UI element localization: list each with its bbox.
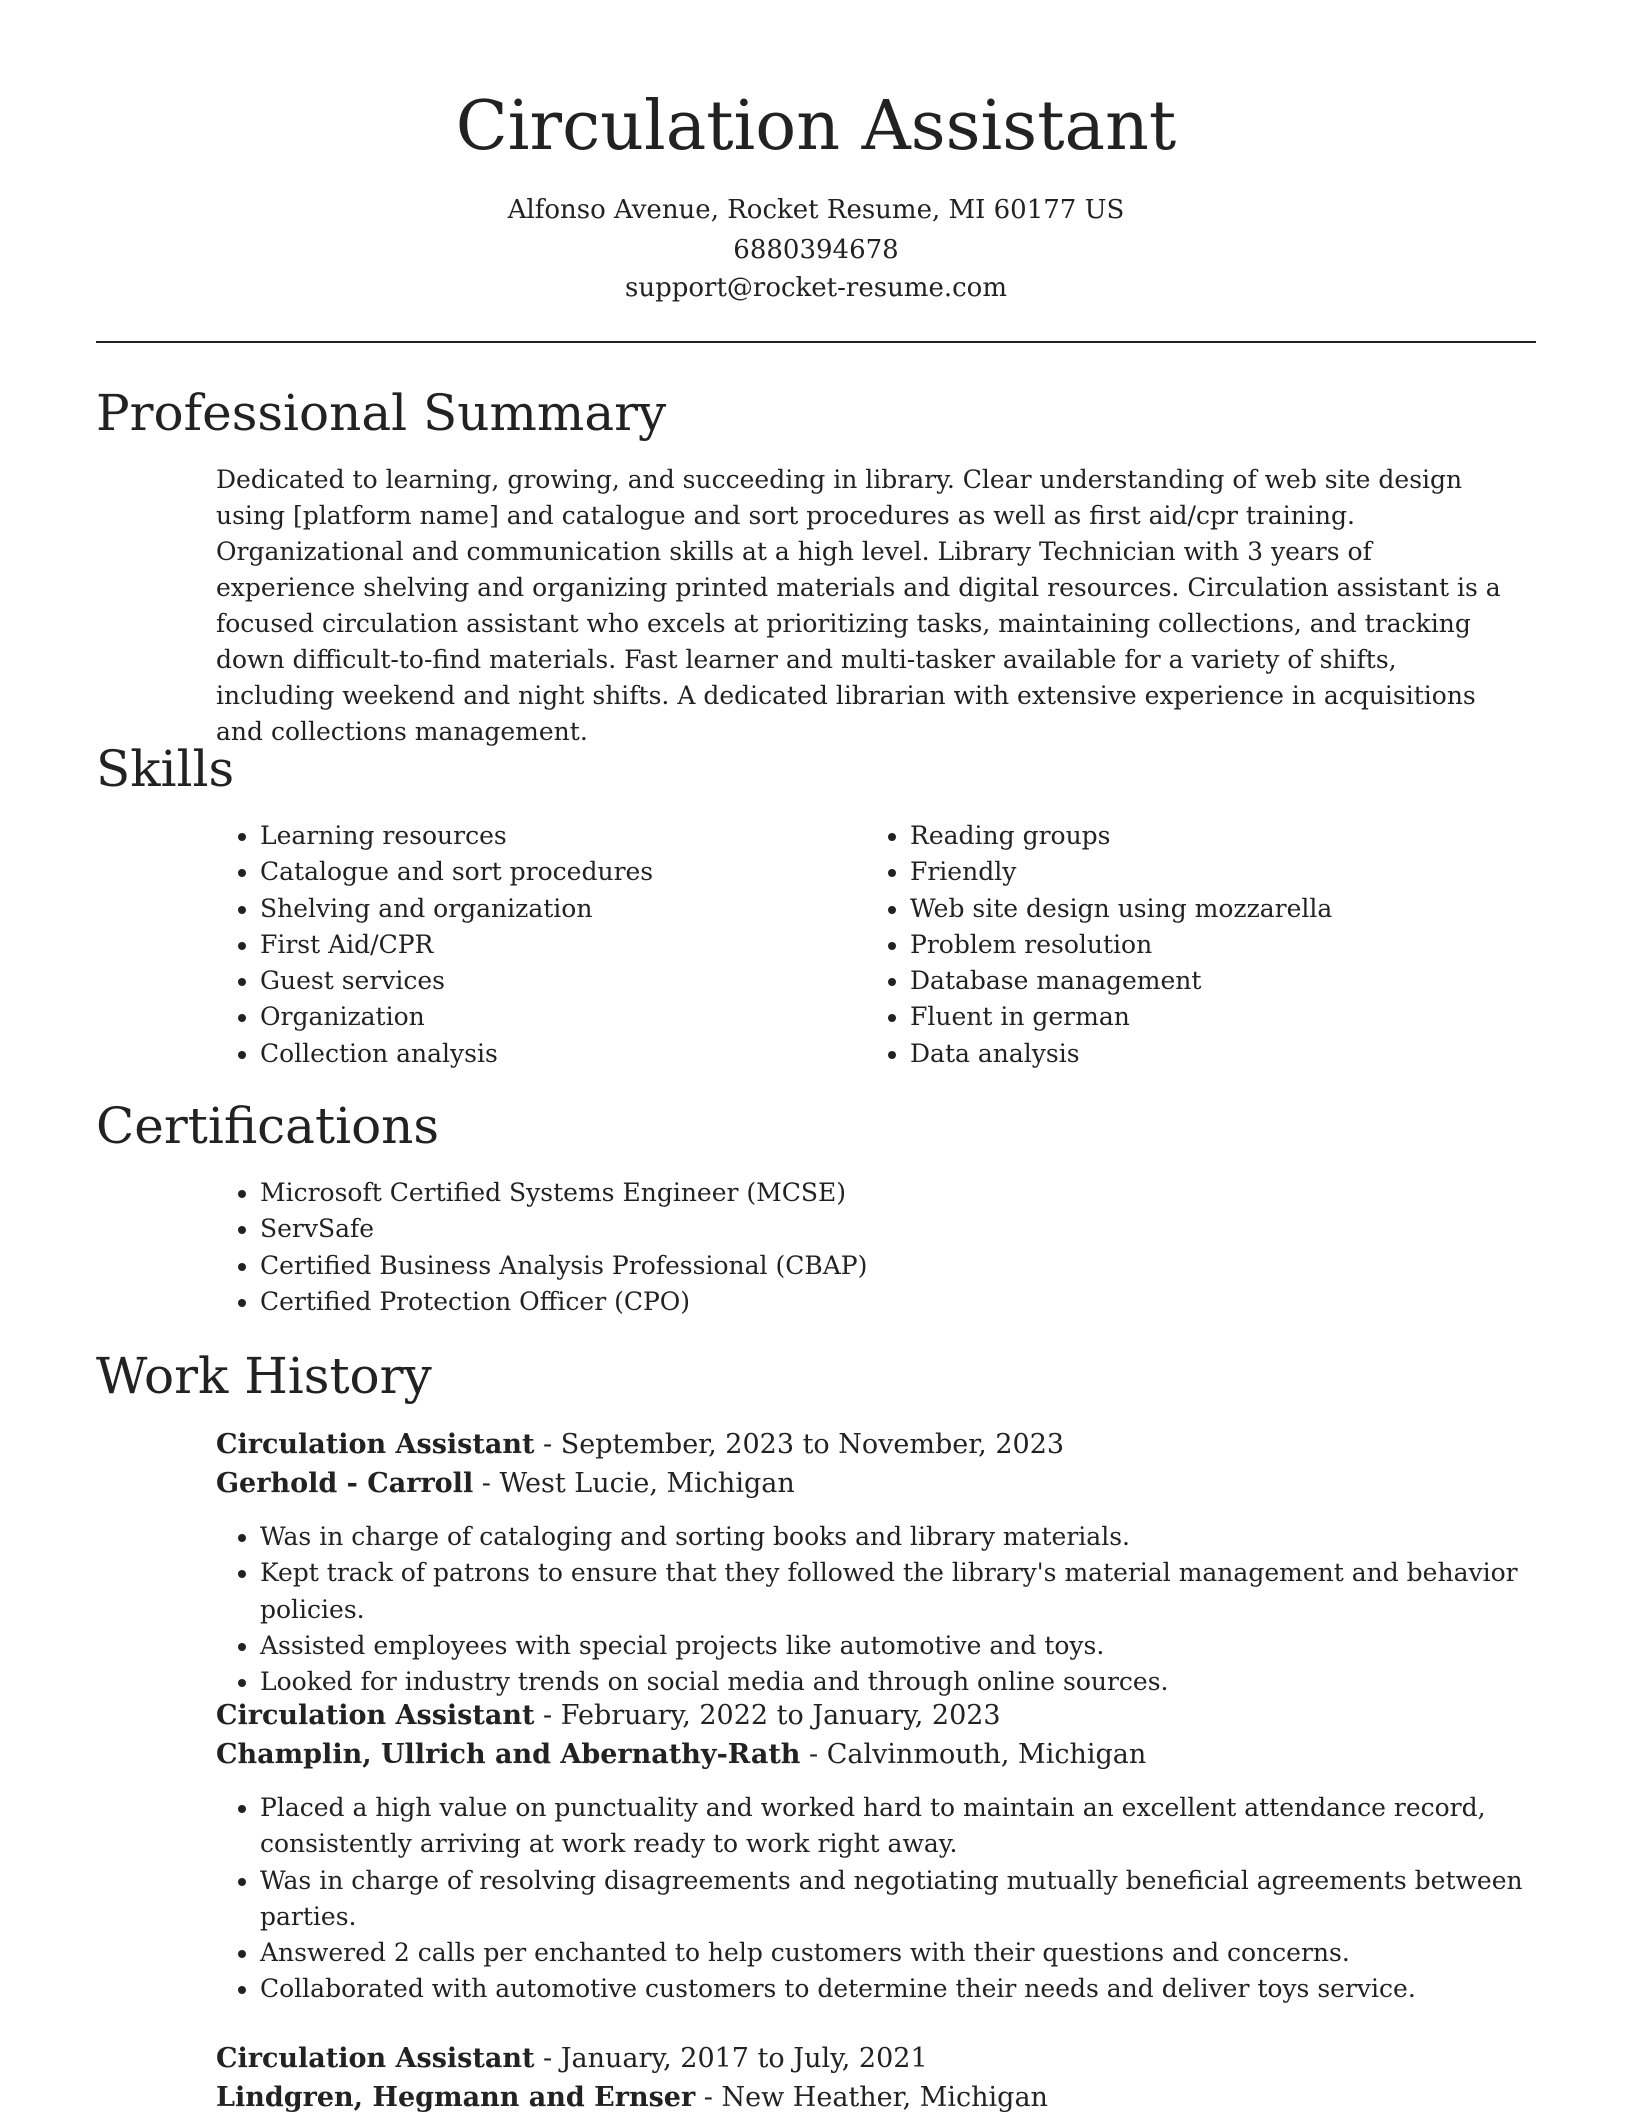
work-history-heading: Work History	[96, 1347, 432, 1405]
skill-item: • Collection analysis	[260, 1036, 820, 1072]
certification-item: • Microsoft Certified Systems Engineer (MCSE)	[260, 1175, 1560, 1211]
certification-item: • ServSafe	[260, 1211, 1560, 1247]
job-dates: - September, 2023 to November, 2023	[534, 1429, 1065, 1460]
skill-item: • Web site design using mozzarella	[910, 891, 1550, 927]
contact-email: support@rocket-resume.com	[624, 273, 1007, 303]
contact-address: Alfonso Avenue, Rocket Resume, MI 60177 US	[507, 195, 1125, 225]
skill-item: • Friendly	[910, 854, 1550, 890]
job-title-line	[216, 2040, 928, 2078]
job-location: - West Lucie, Michigan	[473, 1468, 795, 1499]
job-bullet: • Was in charge of resolving disagreements and negotiating mutually beneficial agreements between parties.	[260, 1863, 1530, 1936]
skill-item: • Fluent in german	[910, 999, 1550, 1035]
job-bullet: • Kept track of patrons to ensure that they followed the library's material management and behavior policies.	[260, 1555, 1600, 1628]
certification-item: • Certified Protection Officer (CPO)	[260, 1284, 1560, 1320]
skill-item: • Problem resolution	[910, 927, 1550, 963]
job-company: Gerhold - Carroll	[216, 1468, 474, 1499]
job-bullet: • Assisted employees with special projects like automotive and toys.	[260, 1628, 1600, 1664]
summary-heading: Professional Summary	[96, 384, 667, 442]
certifications-list	[216, 1175, 1560, 1320]
skill-item: • Data analysis	[910, 1036, 1550, 1072]
job-bullets	[216, 1519, 1600, 1700]
certifications-heading: Certifications	[96, 1097, 440, 1155]
skill-item: • Reading groups	[910, 818, 1550, 854]
job-bullet: • Collaborated with automotive customers to determine their needs and deliver toys service.	[260, 1971, 1530, 2007]
job-location: - Calvinmouth, Michigan	[800, 1739, 1147, 1770]
job-bullets	[216, 1790, 1530, 2008]
certification-item: • Certified Business Analysis Professional (CBAP)	[260, 1248, 1560, 1284]
job-location: - New Heather, Michigan	[695, 2082, 1048, 2113]
job-title-line	[216, 1426, 1064, 1464]
skill-item: • Learning resources	[260, 818, 820, 854]
job-title: Circulation Assistant	[216, 2043, 535, 2074]
skill-item: • Organization	[260, 999, 820, 1035]
skill-item: • Database management	[910, 963, 1550, 999]
job-company-line	[216, 1465, 795, 1503]
skill-item: • Guest services	[260, 963, 820, 999]
resume-title: Circulation Assistant	[455, 87, 1177, 166]
skill-item: • Shelving and organization	[260, 891, 820, 927]
skills-list-left	[216, 818, 820, 1072]
job-title-line	[216, 1697, 1001, 1735]
summary-text: Dedicated to learning, growing, and succeeding in library. Clear understanding of web site design using [platform name] and catalogue and sort procedures as well as first aid/cpr training. Organizational and communication skills at a high level. Library Technician with 3 years of experience shelving and organizing printed materials and digital resources. Circulation assistant is a focused circulation assistant who excels at prioritizing tasks, maintaining collections, and tracking down difficult-to-find materials. Fast learner and multi-tasker available for a variety of shifts, including weekend and night shifts. A dedicated librarian with extensive experience in acquisitions and collections management.	[216, 465, 1501, 746]
skill-item: • First Aid/CPR	[260, 927, 820, 963]
job-company-line	[216, 2079, 1048, 2117]
skills-heading: Skills	[96, 740, 235, 798]
job-title: Circulation Assistant	[216, 1429, 535, 1460]
contact-phone: 6880394678	[733, 235, 899, 265]
header-divider	[96, 341, 1536, 343]
job-dates: - January, 2017 to July, 2021	[534, 2043, 928, 2074]
skill-item: • Catalogue and sort procedures	[260, 854, 820, 890]
job-bullet: • Looked for industry trends on social media and through online sources.	[260, 1664, 1600, 1700]
job-company-line	[216, 1736, 1146, 1774]
job-company: Champlin, Ullrich and Abernathy-Rath	[216, 1739, 801, 1770]
job-bullet: • Was in charge of cataloging and sorting books and library materials.	[260, 1519, 1600, 1555]
job-dates: - February, 2022 to January, 2023	[534, 1700, 1001, 1731]
skills-list-right	[866, 818, 1550, 1072]
job-title: Circulation Assistant	[216, 1700, 535, 1731]
job-bullet: • Placed a high value on punctuality and worked hard to maintain an excellent attendance record, consistently arriving at work ready to work right away.	[260, 1790, 1530, 1863]
job-company: Lindgren, Hegmann and Ernser	[216, 2082, 696, 2113]
job-bullet: • Answered 2 calls per enchanted to help customers with their questions and concerns.	[260, 1935, 1530, 1971]
